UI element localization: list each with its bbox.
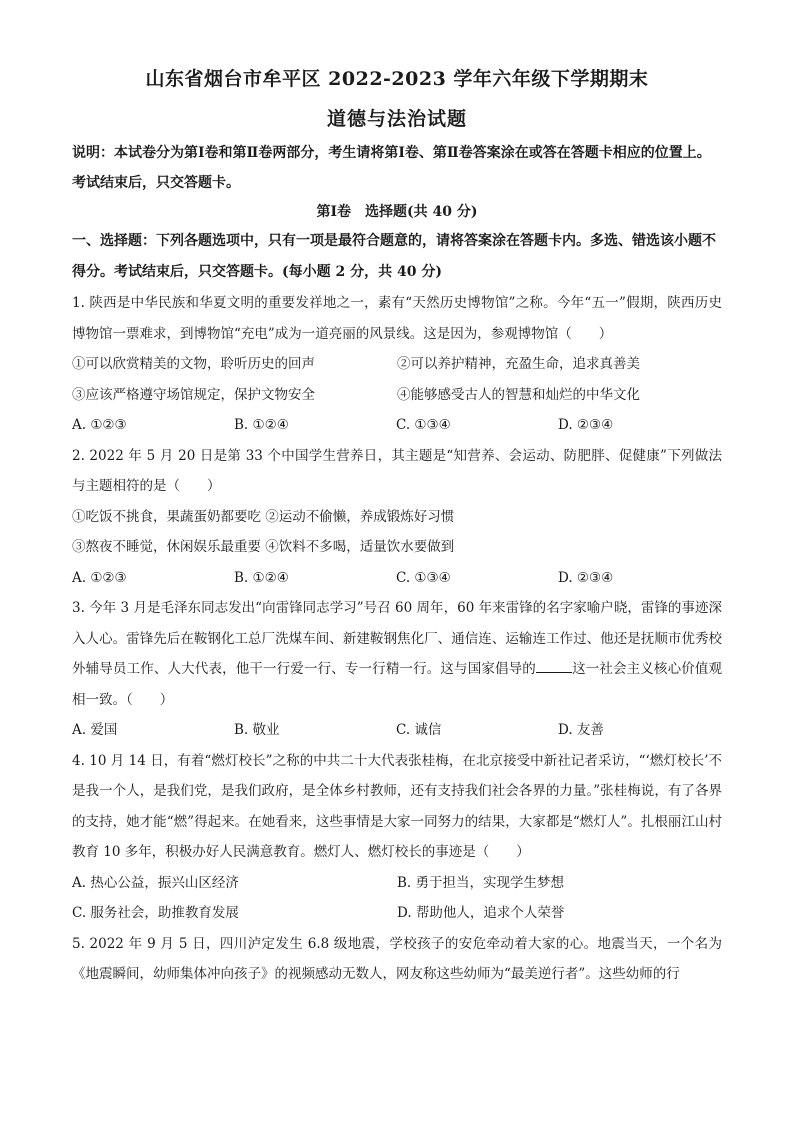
section-title: 第Ⅰ卷 选择题(共 40 分) [316,204,478,220]
question-5-stem: 5. 2022 年 9 月 5 日，四川泸定发生 6.8 级地震，学校孩子的安危牵动着大家的心。地震当天，一个名为《地震瞬间，幼师集体冲向孩子》的视频感动无数人，网友称这些幼师为“最美逆行者”。这些幼师的行 [72,935,722,982]
option-b: B. 勇于担当，实现学生梦想 [397,874,565,891]
question-4-options-row-2 [72,898,722,929]
option-a: A. 热心公益，振兴山区经济 [72,874,239,891]
option-a: A. ①②③ [72,417,127,433]
question-1-statements-row-2 [72,380,722,411]
option-c: C. ①③④ [396,417,451,433]
exam-note: 说明：本试卷分为第Ⅰ卷和第Ⅱ卷两部分，考生请将第Ⅰ卷、第Ⅱ卷答案涂在或答在答题卡相应的位置上。考试结束后，只交答题卡。 [72,145,711,191]
option-c: C. 服务社会，助推教育发展 [72,905,239,921]
question-4-stem: 4. 10 月 14 日，有着“燃灯校长”之称的中共二十大代表张桂梅，在北京接受中新社记者采访，“‘燃灯校长’不是我一个人，是我们党，是我们政府，是全体乡村教师，还有支持我们社会各界的力量。”张桂梅说，有了各界的支持，她才能“燃”得起来。在她看来，这些事情是大家一同努力的结果，大家都是“燃灯人”。扎根丽江山村教育 10 多年，积极办好人民满意教育。燃灯人、燃灯校长的事迹是（ ） [72,752,722,860]
question-4-options-row-1 [72,868,722,899]
statement: ①可以欣赏精美的文物，聆听历史的回声 [72,356,315,372]
answer-blank [536,658,572,673]
option-d: D. ②③④ [558,569,614,586]
page-title: 山东省烟台市牟平区 2022-2023 学年六年级下学期期末 [145,68,649,90]
option-b: B. ①②④ [234,417,289,433]
option-a: A. 爱国 [72,722,118,738]
option-b: B. 敬业 [234,722,280,738]
question-3-options [72,715,722,746]
question-2-statements-1: ①吃饭不挑食，果蔬蛋奶都要吃 ②运动不偷懒，养成锻炼好习惯 [72,508,455,525]
question-2-stem: 2. 2022 年 5 月 20 日是第 33 个中国学生营养日，其主题是“知营养、会运动、防肥胖、促健康”下列做法与主题相符的是（ ） [72,447,722,494]
question-2-options [72,563,722,594]
question-1-statements-row-1 [72,349,722,380]
option-d: D. 友善 [558,722,604,738]
option-b: B. ①②④ [234,569,289,586]
option-c: C. 诚信 [396,722,442,738]
question-3-stem [72,593,722,715]
question-2-statements-2: ③熬夜不睡觉，休闲娱乐最重要 ④饮料不多喝，适量饮水要做到 [72,539,455,555]
option-a: A. ①②③ [72,569,127,586]
option-c: C. ①③④ [396,569,451,586]
option-d: D. 帮助他人，追求个人荣誉 [397,905,565,921]
question-1-stem: 1. 陕西是中华民族和华夏文明的重要发祥地之一，素有“天然历史博物馆”之称。今年“五一”假期，陕西历史博物馆一票难求，到博物馆“充电”成为一道亮丽的风景线。这是因为，参观博物馆（ ） [72,295,722,342]
question-3-stem-before: 3. 今年 3 月是毛泽东同志发出“向雷锋同志学习”号召 60 周年，60 年来雷锋的名字家喻户晓，雷锋的事迹深入人心。雷锋先后在鞍钢化工总厂洗煤车间、新建鞍钢焦化厂、通信连、运输连工作过、他还是抚顺市优秀校外辅导员工作、人大代表，他干一行爱一行、专一行精一行。这与国家倡导的 [72,600,722,677]
option-d: D. ②③④ [558,417,614,433]
section-instructions: 一、选择题：下列各题选项中，只有一项是最符合题意的，请将答案涂在答题卡内。多选、错选该小题不得分。考试结束后，只交答题卡。(每小题 2 分，共 40 分) [72,233,716,280]
statement: ③应该严格遵守场馆规定，保护文物安全 [72,386,315,403]
page-subtitle: 道德与法治试题 [326,108,467,130]
statement: ④能够感受古人的智慧和灿烂的中华文化 [397,386,640,403]
statement: ②可以养护精神，充盈生命，追求真善美 [397,356,640,372]
question-1-options [72,410,722,441]
exam-page [72,66,722,990]
question-3-stem-after: 这一社会主义核心价值观相一致。（ ） [72,661,723,708]
